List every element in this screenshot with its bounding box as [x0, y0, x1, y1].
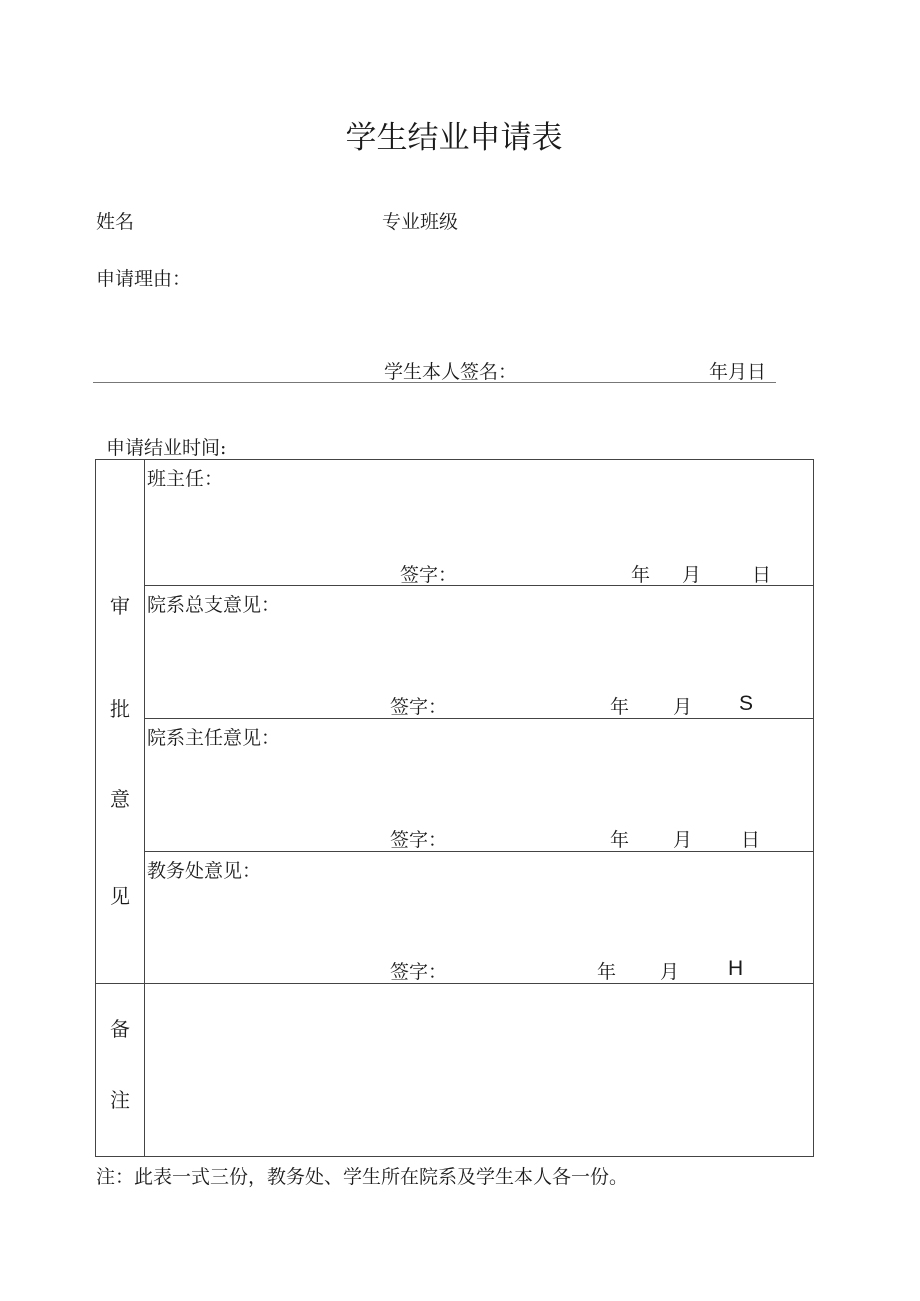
row-divider	[95, 983, 814, 984]
date-month: 月	[660, 961, 680, 983]
date-year: 年	[597, 961, 617, 983]
date-month: 月	[682, 564, 702, 586]
head-teacher-label: 班主任：	[147, 468, 224, 490]
approval-side-label-char: 见	[110, 884, 130, 908]
dept-branch-opinion-label: 院系总支意见：	[147, 594, 281, 616]
reason-label: 申请理由：	[96, 268, 192, 290]
signature-label: 签字：	[390, 696, 448, 718]
signature-label: 签字：	[400, 564, 458, 586]
approval-side-label-char: 批	[110, 697, 130, 721]
student-signature-date: 年月日	[709, 361, 767, 383]
remarks-side-label-char: 注	[110, 1088, 130, 1112]
signature-label: 签字：	[390, 829, 448, 851]
date-day: S	[739, 692, 754, 715]
row-divider	[144, 585, 814, 586]
date-day: 日	[752, 564, 772, 586]
remarks-side-label-char: 备	[110, 1017, 130, 1041]
row-divider	[144, 851, 814, 852]
date-year: 年	[610, 829, 630, 851]
approval-side-label-char: 审	[110, 594, 130, 618]
signature-label: 签字：	[390, 961, 448, 983]
row-divider	[144, 718, 814, 719]
date-day: H	[728, 957, 744, 980]
date-year: 年	[610, 696, 630, 718]
name-label: 姓名	[96, 211, 135, 233]
student-signature-label: 学生本人签名：	[384, 361, 518, 383]
date-month: 月	[673, 829, 693, 851]
reason-divider	[93, 382, 776, 383]
footnote: 注：此表一式三份，教务处、学生所在院系及学生本人各一份。	[96, 1166, 629, 1188]
approval-side-label-char: 意	[110, 787, 130, 811]
date-day: 日	[741, 829, 761, 851]
academic-affairs-opinion-label: 教务处意见：	[147, 860, 262, 882]
major-class-label: 专业班级	[382, 211, 459, 233]
date-month: 月	[673, 696, 693, 718]
dept-head-opinion-label: 院系主任意见：	[147, 727, 281, 749]
table-column-divider	[144, 459, 145, 1157]
page-title: 学生结业申请表	[345, 120, 563, 156]
date-year: 年	[631, 564, 651, 586]
graduation-time-label: 申请结业时间:	[106, 437, 227, 459]
